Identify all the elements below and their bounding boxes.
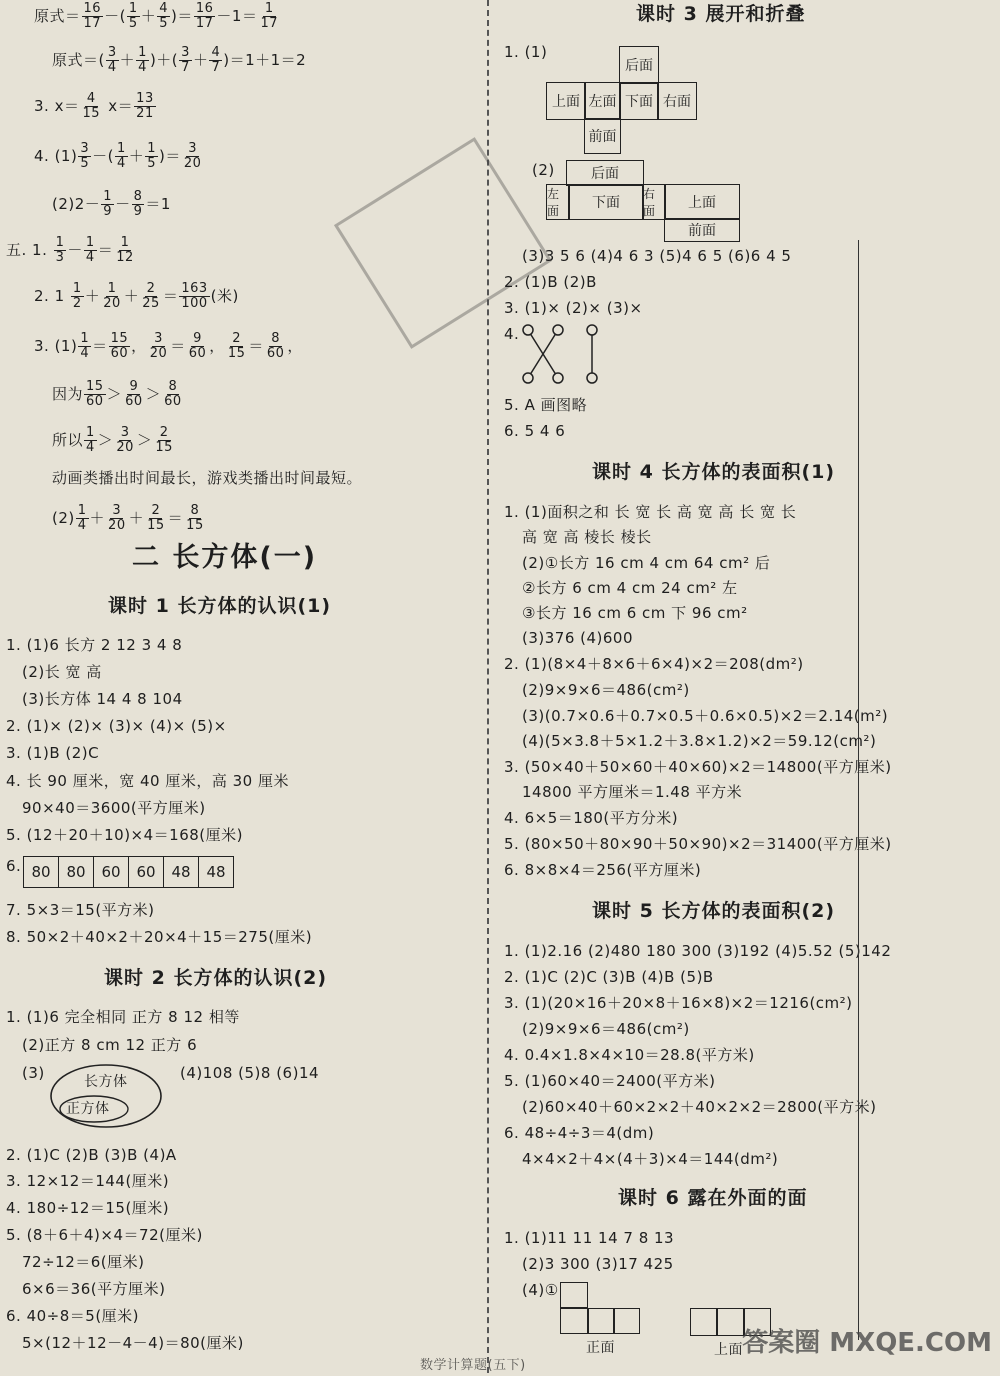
s1-line: 2. (1)× (2)× (3)× (4)× (5)× xyxy=(6,717,227,735)
r-line: (3)3 5 6 (4)4 6 3 (5)4 6 5 (6)6 4 5 xyxy=(522,247,792,265)
section-heading-5: 课时 5 长方体的表面积(2) xyxy=(592,900,836,922)
answer-cell: 48 xyxy=(164,857,199,887)
r-line: 4. xyxy=(504,325,520,343)
fraction: $\frac{4}{5}$ xyxy=(159,1,168,31)
left-line-2: 原式＝( $\frac{3}{4}$ ＋ $\frac{1}{4}$ )＋( $\frac{3}{7}$ ＋ $\frac{4}{7}$ )＝1＋1＝2 xyxy=(52,45,307,75)
answer-cell: 80 xyxy=(24,857,59,887)
s5-line: 3. (1)(20×16＋20×8＋16×8)×2＝1216(cm²) xyxy=(504,994,853,1012)
s2-line: (2)正方 8 cm 12 正方 6 xyxy=(22,1036,198,1054)
net-face: 下面 xyxy=(568,184,644,220)
s2-line: 72÷12＝6(厘米) xyxy=(22,1253,145,1271)
net-face: 上面 xyxy=(546,82,586,120)
s2-line: 2. (1)C (2)B (3)B (4)A xyxy=(6,1146,177,1164)
s4-line: 高 宽 高 棱长 棱长 xyxy=(522,528,652,546)
front-view-figure xyxy=(560,1282,640,1336)
net-face: 右面 xyxy=(642,184,666,220)
s1-line: 3. (1)B (2)C xyxy=(6,744,100,762)
r-line: 5. A 画图略 xyxy=(504,396,588,414)
s4-line: 3. (50×40＋50×60＋40×60)×2＝14800(平方厘米) xyxy=(504,758,892,776)
section-heading-1: 课时 1 长方体的认识(1) xyxy=(108,595,332,617)
left-line-4: 4. (1) $\frac{3}{5}$ －( $\frac{1}{4}$ ＋ $\frac{1}{5}$ )＝ $\frac{3}{20}$ xyxy=(34,141,202,171)
s6-line: (2)3 300 (3)17 425 xyxy=(522,1255,674,1273)
oval-outer-label: 长方体 xyxy=(84,1074,128,1090)
s1-line: (3)长方体 14 4 8 104 xyxy=(22,690,183,708)
s5-line: 1. (1)2.16 (2)480 180 300 (3)192 (4)5.52 (5)142 xyxy=(504,942,892,960)
top-view-label: 上面 xyxy=(714,1342,743,1358)
s4-line: (3)376 (4)600 xyxy=(522,629,634,647)
section-heading-6: 课时 6 露在外面的面 xyxy=(618,1187,808,1209)
net-face: 前面 xyxy=(584,118,621,154)
s1-q6-label: 6. xyxy=(6,857,22,875)
left-line-9: 因为 $\frac{15}{60}$ ＞ $\frac{9}{60}$ ＞ $\frac{8}{60}$ xyxy=(52,379,182,409)
left-line-11: 动画类播出时间最长，游戏类播出时间最短。 xyxy=(52,469,363,487)
s5-line: 4. 0.4×1.8×4×10＝28.8(平方米) xyxy=(504,1046,755,1064)
answer-cell: 80 xyxy=(59,857,94,887)
matching-diagram xyxy=(520,322,606,386)
left-line-1: 原式＝ $\frac{16}{17}$ －( $\frac{1}{5}$ ＋ $\frac{4}{5}$ )＝ $\frac{16}{17}$ －1＝ $\frac{1}{17}$ xyxy=(34,1,278,31)
left-line-10: 所以 $\frac{1}{4}$ ＞ $\frac{3}{20}$ ＞ $\frac{2}{15}$ xyxy=(52,425,173,455)
s4-line: 1. (1)面积之和 长 宽 长 高 宽 高 长 宽 长 xyxy=(504,503,797,521)
s2-line: 6. 40÷8＝5(厘米) xyxy=(6,1307,140,1325)
fraction: $\frac{1}{5}$ xyxy=(128,1,138,31)
s5-line: 2. (1)C (2)C (3)B (4)B (5)B xyxy=(504,968,714,986)
s5-line: 6. 48÷4÷3＝4(dm) xyxy=(504,1124,655,1142)
s4-line: (3)(0.7×0.6＋0.7×0.5＋0.6×0.5)×2＝2.14(m²) xyxy=(522,707,889,725)
s2-line: 4. 180÷12＝15(厘米) xyxy=(6,1199,170,1217)
s4-line: 5. (80×50＋80×90＋50×90)×2＝31400(平方厘米) xyxy=(504,835,892,853)
answer-cell: 60 xyxy=(94,857,129,887)
footer-text: 数学计算题(五下) xyxy=(420,1358,526,1373)
net-face: 下面 xyxy=(619,82,659,120)
net-face: 后面 xyxy=(619,46,659,84)
r-line: 1. (1) xyxy=(504,43,548,61)
s2-line: 5. (8＋6＋4)×4＝72(厘米) xyxy=(6,1226,203,1244)
r-line: (2) xyxy=(532,161,555,179)
fraction: $\frac{16}{17}$ xyxy=(83,1,102,31)
watermark-logo: 答案圈 MXQE.COM xyxy=(742,1328,992,1358)
s4-line: 4. 6×5＝180(平方分米) xyxy=(504,809,679,827)
s5-line: 5. (1)60×40＝2400(平方米) xyxy=(504,1072,716,1090)
front-view-label: 正面 xyxy=(586,1340,615,1356)
r-line: 3. (1)× (2)× (3)× xyxy=(504,299,643,317)
left-line-5: (2)2－ $\frac{1}{9}$ － $\frac{8}{9}$ ＝1 xyxy=(52,189,171,219)
r-line: 6. 5 4 6 xyxy=(504,422,566,440)
left-line-7: 2. 1 $\frac{1}{2}$ ＋ $\frac{1}{20}$ ＋ $\frac{2}{25}$ ＝ $\frac{163}{100}$ (米) xyxy=(34,281,239,311)
left-line-6: 五. 1. $\frac{1}{3}$ － $\frac{1}{4}$ ＝ $\frac{1}{12}$ xyxy=(6,235,134,265)
s4-line: (4)(5×3.8＋5×1.2＋3.8×1.2)×2＝59.12(cm²) xyxy=(522,732,877,750)
fraction: $\frac{1}{17}$ xyxy=(260,1,278,31)
s4-line: 14800 平方厘米＝1.48 平方米 xyxy=(522,783,743,801)
left-line-12: (2) $\frac{1}{4}$ ＋ $\frac{3}{20}$ ＋ $\frac{2}{15}$ ＝ $\frac{8}{15}$ xyxy=(52,503,204,533)
net-face: 后面 xyxy=(566,160,644,186)
s2-q3-label: (3) xyxy=(22,1064,45,1082)
s5-line: 4×4×2＋4×(4＋3)×4＝144(dm²) xyxy=(522,1150,779,1168)
s5-line: (2)9×9×6＝486(cm²) xyxy=(522,1020,690,1038)
s4-line: 6. 8×8×4＝256(平方厘米) xyxy=(504,861,702,879)
s4-line: (2)9×9×6＝486(cm²) xyxy=(522,681,690,699)
net-face: 左面 xyxy=(546,184,570,220)
s1-line: 8. 50×2＋40×2＋20×4＋15＝275(厘米) xyxy=(6,928,313,946)
section-heading-4: 课时 4 长方体的表面积(1) xyxy=(592,461,836,483)
s1-line: 7. 5×3＝15(平方米) xyxy=(6,901,155,919)
s2-line: 5×(12＋12－4－4)＝80(厘米) xyxy=(22,1334,244,1352)
left-line-3: 3. x＝ $\frac{4}{15}$ x＝ $\frac{13}{21}$ xyxy=(34,91,154,121)
s1-line: 1. (1)6 长方 2 12 3 4 8 xyxy=(6,636,183,654)
net-face: 上面 xyxy=(664,184,740,220)
s4-line: ③长方 16 cm 6 cm 下 96 cm² xyxy=(522,604,748,622)
s2-line: (4)108 (5)8 (6)14 xyxy=(180,1064,320,1082)
s1-line: (2)长 宽 高 xyxy=(22,663,102,681)
s4-line: (2)①长方 16 cm 4 cm 64 cm² 后 xyxy=(522,554,771,572)
net-face: 左面 xyxy=(584,82,621,120)
fraction: $\frac{16}{17}$ xyxy=(195,1,214,31)
s6-line: 1. (1)11 11 14 7 8 13 xyxy=(504,1229,675,1247)
s6-line: (4)① xyxy=(522,1281,559,1299)
s1-line: 5. (12＋20＋10)×4＝168(厘米) xyxy=(6,826,243,844)
left-line-8: 3. (1) $\frac{1}{4}$ ＝ $\frac{15}{60}$ ， $\frac{3}{20}$ ＝ $\frac{9}{60}$ ， $\frac{2}{15}$ ＝ $\frac{8}{60}$ ， xyxy=(34,331,303,361)
margin-line xyxy=(858,240,859,1340)
s1-line: 4. 长 90 厘米，宽 40 厘米，高 30 厘米 xyxy=(6,772,289,790)
s2-line: 3. 12×12＝144(厘米) xyxy=(6,1172,170,1190)
s2-line: 6×6＝36(平方厘米) xyxy=(22,1280,166,1298)
chapter-title: 二 长方体(一) xyxy=(132,542,318,573)
answer-cells xyxy=(23,856,234,888)
oval-inner-label: 正方体 xyxy=(66,1101,110,1117)
s4-line: ②长方 6 cm 4 cm 24 cm² 左 xyxy=(522,579,738,597)
s1-line: 90×40＝3600(平方厘米) xyxy=(22,799,206,817)
net-face: 前面 xyxy=(664,218,740,242)
section-heading-2: 课时 2 长方体的认识(2) xyxy=(104,967,328,989)
section-heading-3: 课时 3 展开和折叠 xyxy=(636,3,806,25)
net-face: 右面 xyxy=(657,82,697,120)
r-line: 2. (1)B (2)B xyxy=(504,273,597,291)
answer-cell: 60 xyxy=(129,857,164,887)
answer-cell: 48 xyxy=(199,857,234,887)
s5-line: (2)60×40＋60×2×2＋40×2×2＝2800(平方米) xyxy=(522,1098,877,1116)
s2-line: 1. (1)6 完全相同 正方 8 12 相等 xyxy=(6,1008,240,1026)
s4-line: 2. (1)(8×4＋8×6＋6×4)×2＝208(dm²) xyxy=(504,655,804,673)
